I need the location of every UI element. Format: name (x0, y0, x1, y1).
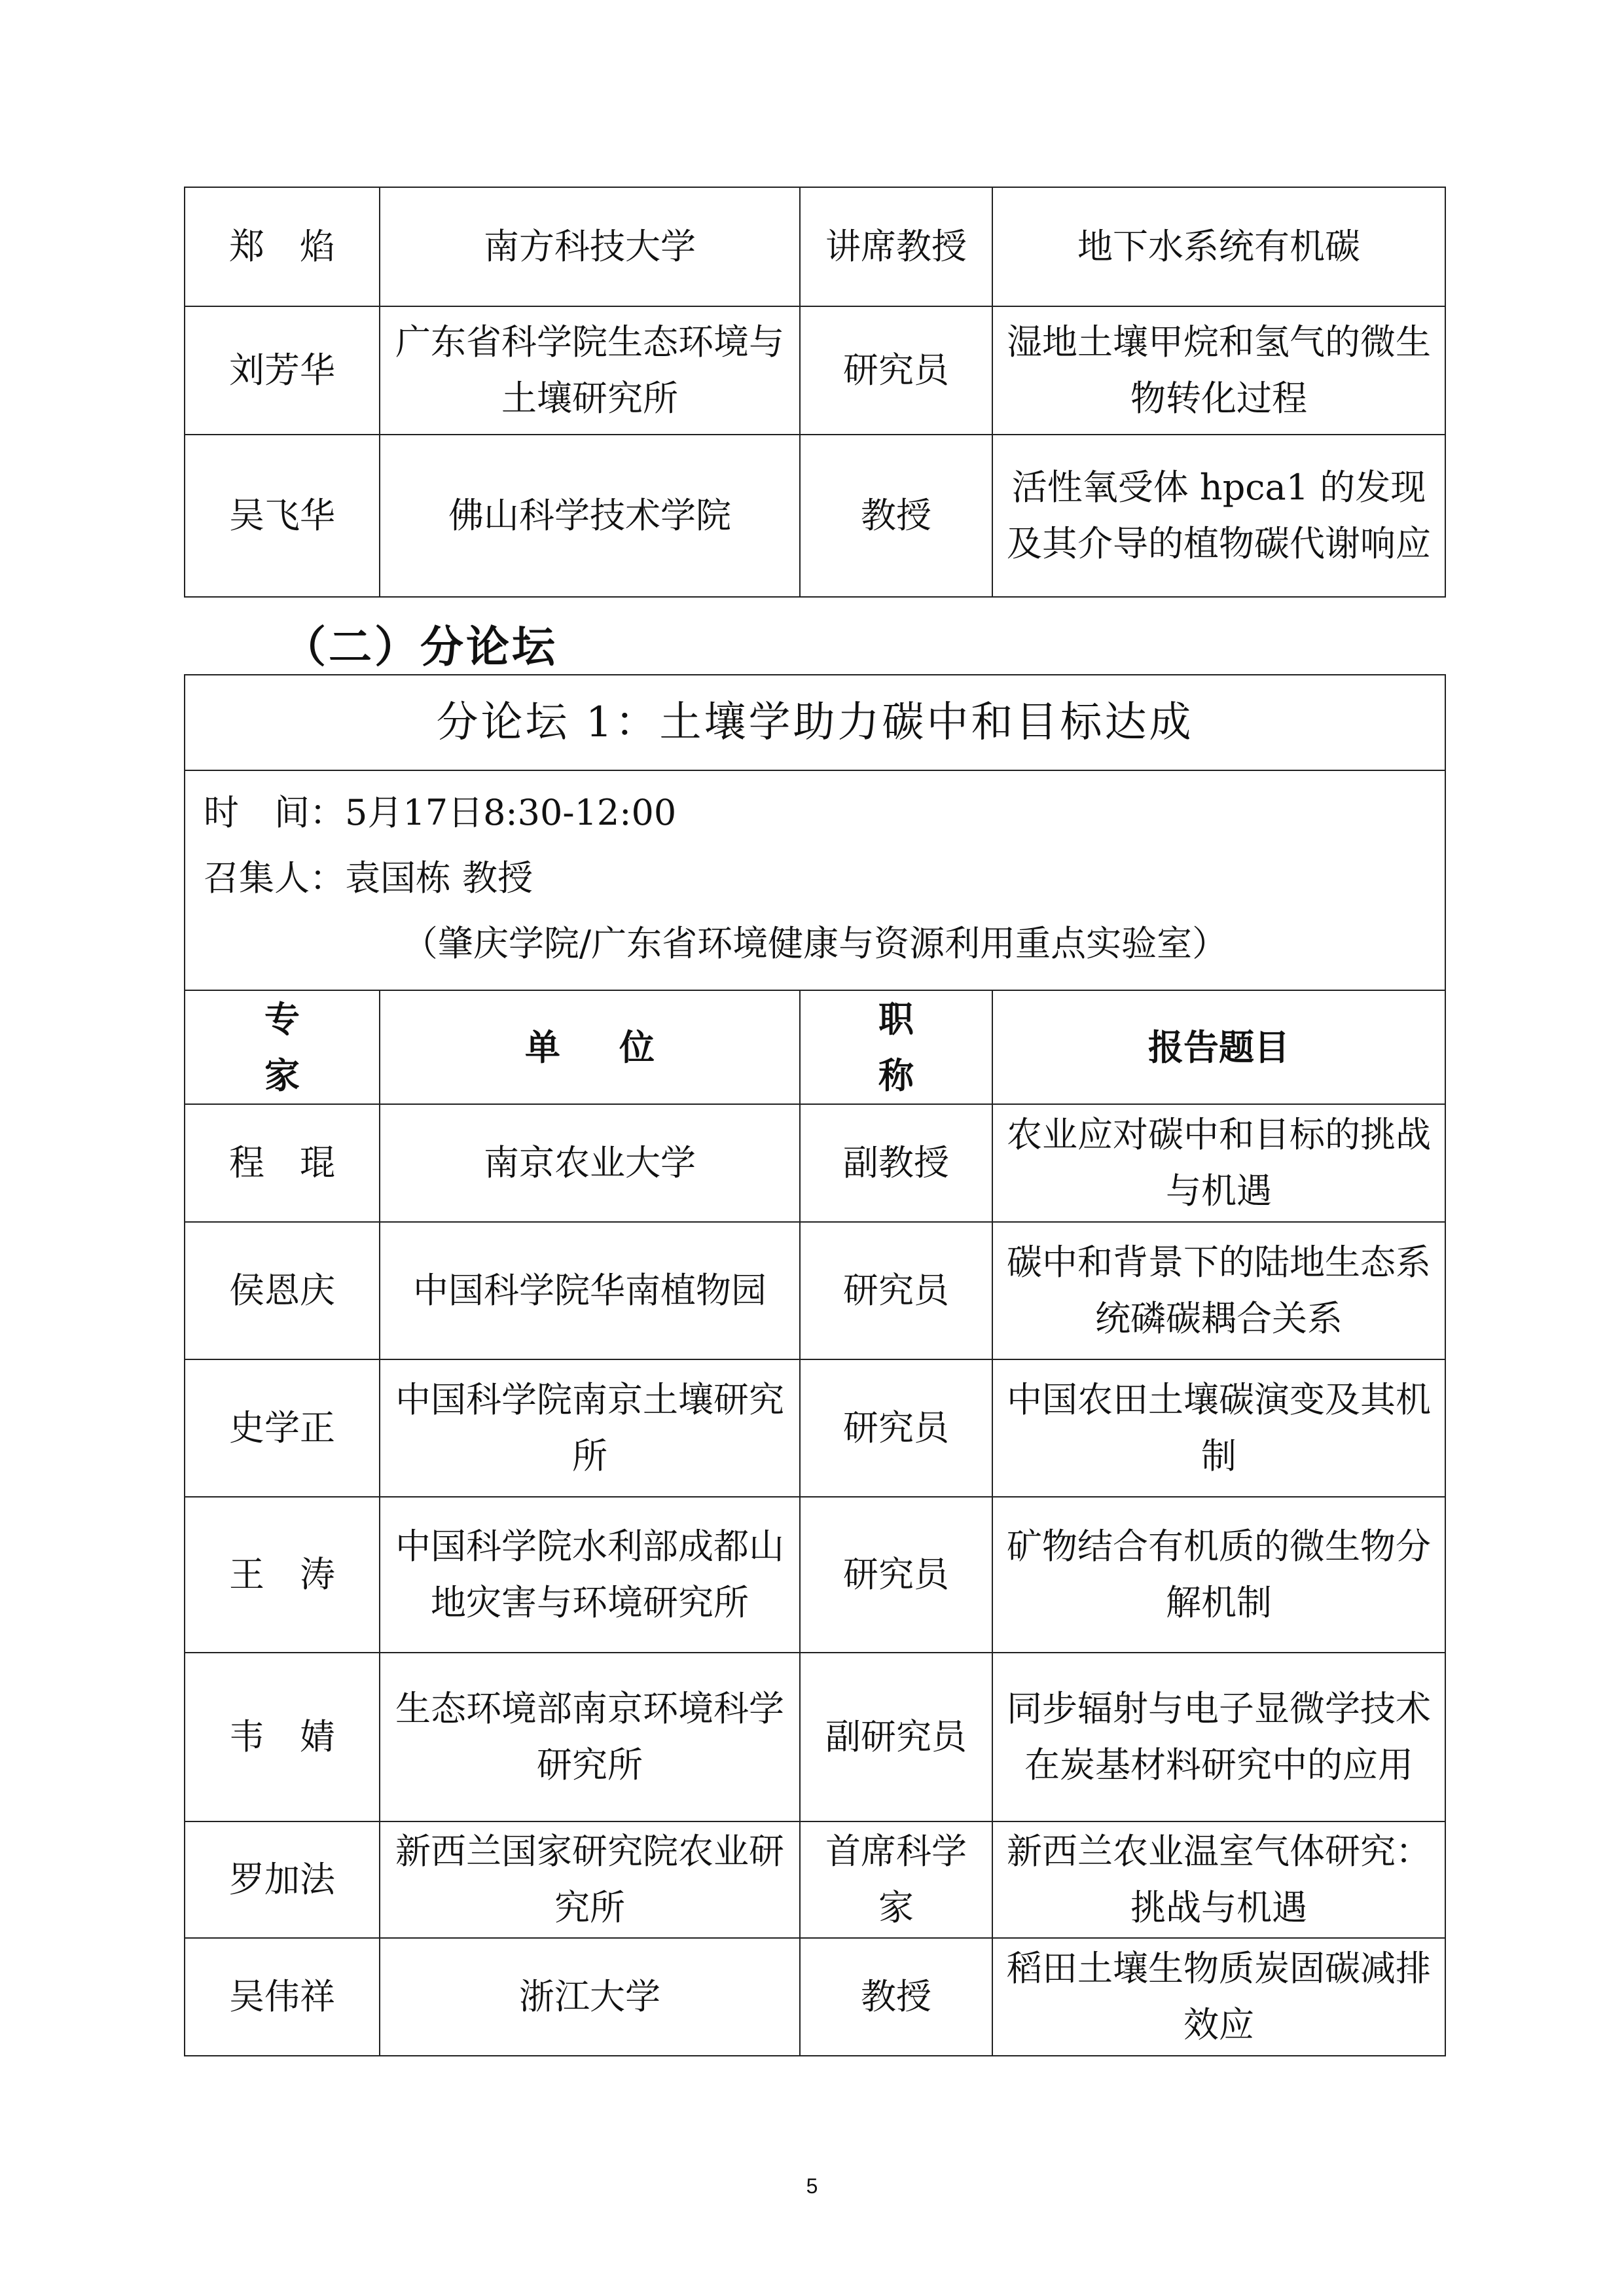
expert-name: 韦 婧 (185, 1653, 380, 1821)
table-row (185, 1938, 1445, 2056)
expert-title: 研究员 (800, 1222, 992, 1359)
expert-unit: 南方科技大学 (380, 187, 800, 306)
table-row (185, 306, 1445, 435)
expert-name: 罗加法 (185, 1821, 380, 1938)
expert-unit: 广东省科学院生态环境与土壤研究所 (380, 306, 800, 435)
convener-value: 袁国栋 教授 (345, 857, 533, 899)
table-row (185, 1104, 1445, 1222)
header-expert: 专家 (185, 990, 380, 1104)
report-topic: 湿地土壤甲烷和氢气的微生物转化过程 (992, 306, 1445, 435)
table-row (185, 1821, 1445, 1938)
expert-title: 研究员 (800, 1359, 992, 1497)
table-row (185, 1497, 1445, 1653)
table-row (185, 435, 1445, 597)
expert-unit: 中国科学院华南植物园 (380, 1222, 800, 1359)
report-topic: 中国农田土壤碳演变及其机制 (992, 1359, 1445, 1497)
expert-name: 史学正 (185, 1359, 380, 1497)
report-topic: 新西兰农业温室气体研究：挑战与机遇 (992, 1821, 1445, 1938)
time-value: 5月17日8:30-12:00 (345, 792, 677, 833)
expert-title: 副研究员 (800, 1653, 992, 1821)
expert-unit: 佛山科学技术学院 (380, 435, 800, 597)
expert-title: 研究员 (800, 306, 992, 435)
expert-title: 教授 (800, 435, 992, 597)
report-topic: 农业应对碳中和目标的挑战与机遇 (992, 1104, 1445, 1222)
expert-name: 侯恩庆 (185, 1222, 380, 1359)
expert-unit: 新西兰国家研究院农业研究所 (380, 1821, 800, 1938)
expert-unit: 生态环境部南京环境科学研究所 (380, 1653, 800, 1821)
speaker-table-continued (184, 187, 1446, 598)
convener-label: 召集人： (204, 857, 345, 899)
table-row (185, 1359, 1445, 1497)
expert-name: 刘芳华 (185, 306, 380, 435)
report-topic: 活性氧受体 hpca1 的发现及其介导的植物碳代谢响应 (992, 435, 1445, 597)
report-topic: 碳中和背景下的陆地生态系统磷碳耦合关系 (992, 1222, 1445, 1359)
expert-name: 郑 焰 (185, 187, 380, 306)
expert-name: 程 琨 (185, 1104, 380, 1222)
forum-time (204, 780, 1426, 846)
section-heading: （二）分论坛 (283, 621, 558, 672)
expert-title: 教授 (800, 1938, 992, 2056)
forum-title-row (185, 675, 1445, 770)
expert-unit: 浙江大学 (380, 1938, 800, 2056)
report-topic: 地下水系统有机碳 (992, 187, 1445, 306)
report-topic: 矿物结合有机质的微生物分解机制 (992, 1497, 1445, 1653)
table-header-row (185, 990, 1445, 1104)
page-number: 5 (806, 2174, 818, 2198)
expert-title: 研究员 (800, 1497, 992, 1653)
header-unit: 单位 (380, 990, 800, 1104)
expert-name: 吴伟祥 (185, 1938, 380, 2056)
report-topic: 稻田土壤生物质炭固碳减排效应 (992, 1938, 1445, 2056)
table-row (185, 1222, 1445, 1359)
header-title: 职称 (800, 990, 992, 1104)
report-topic: 同步辐射与电子显微学技术在炭基材料研究中的应用 (992, 1653, 1445, 1821)
forum-title: 分论坛 1：土壤学助力碳中和目标达成 (185, 675, 1445, 770)
table-row (185, 1653, 1445, 1821)
forum-info-row (185, 770, 1445, 990)
forum-table (184, 674, 1446, 2056)
forum-convener (204, 846, 1426, 911)
header-topic: 报告题目 (992, 990, 1445, 1104)
forum-info (185, 770, 1445, 990)
expert-title: 副教授 (800, 1104, 992, 1222)
time-label: 时 间： (204, 792, 345, 833)
convener-affiliation: （肇庆学院/广东省环境健康与资源利用重点实验室） (402, 923, 1228, 964)
expert-name: 王 涛 (185, 1497, 380, 1653)
expert-title: 首席科学家 (800, 1821, 992, 1938)
expert-unit: 南京农业大学 (380, 1104, 800, 1222)
expert-unit: 中国科学院水利部成都山地灾害与环境研究所 (380, 1497, 800, 1653)
table-row (185, 187, 1445, 306)
expert-title: 讲席教授 (800, 187, 992, 306)
expert-unit: 中国科学院南京土壤研究所 (380, 1359, 800, 1497)
expert-name: 吴飞华 (185, 435, 380, 597)
